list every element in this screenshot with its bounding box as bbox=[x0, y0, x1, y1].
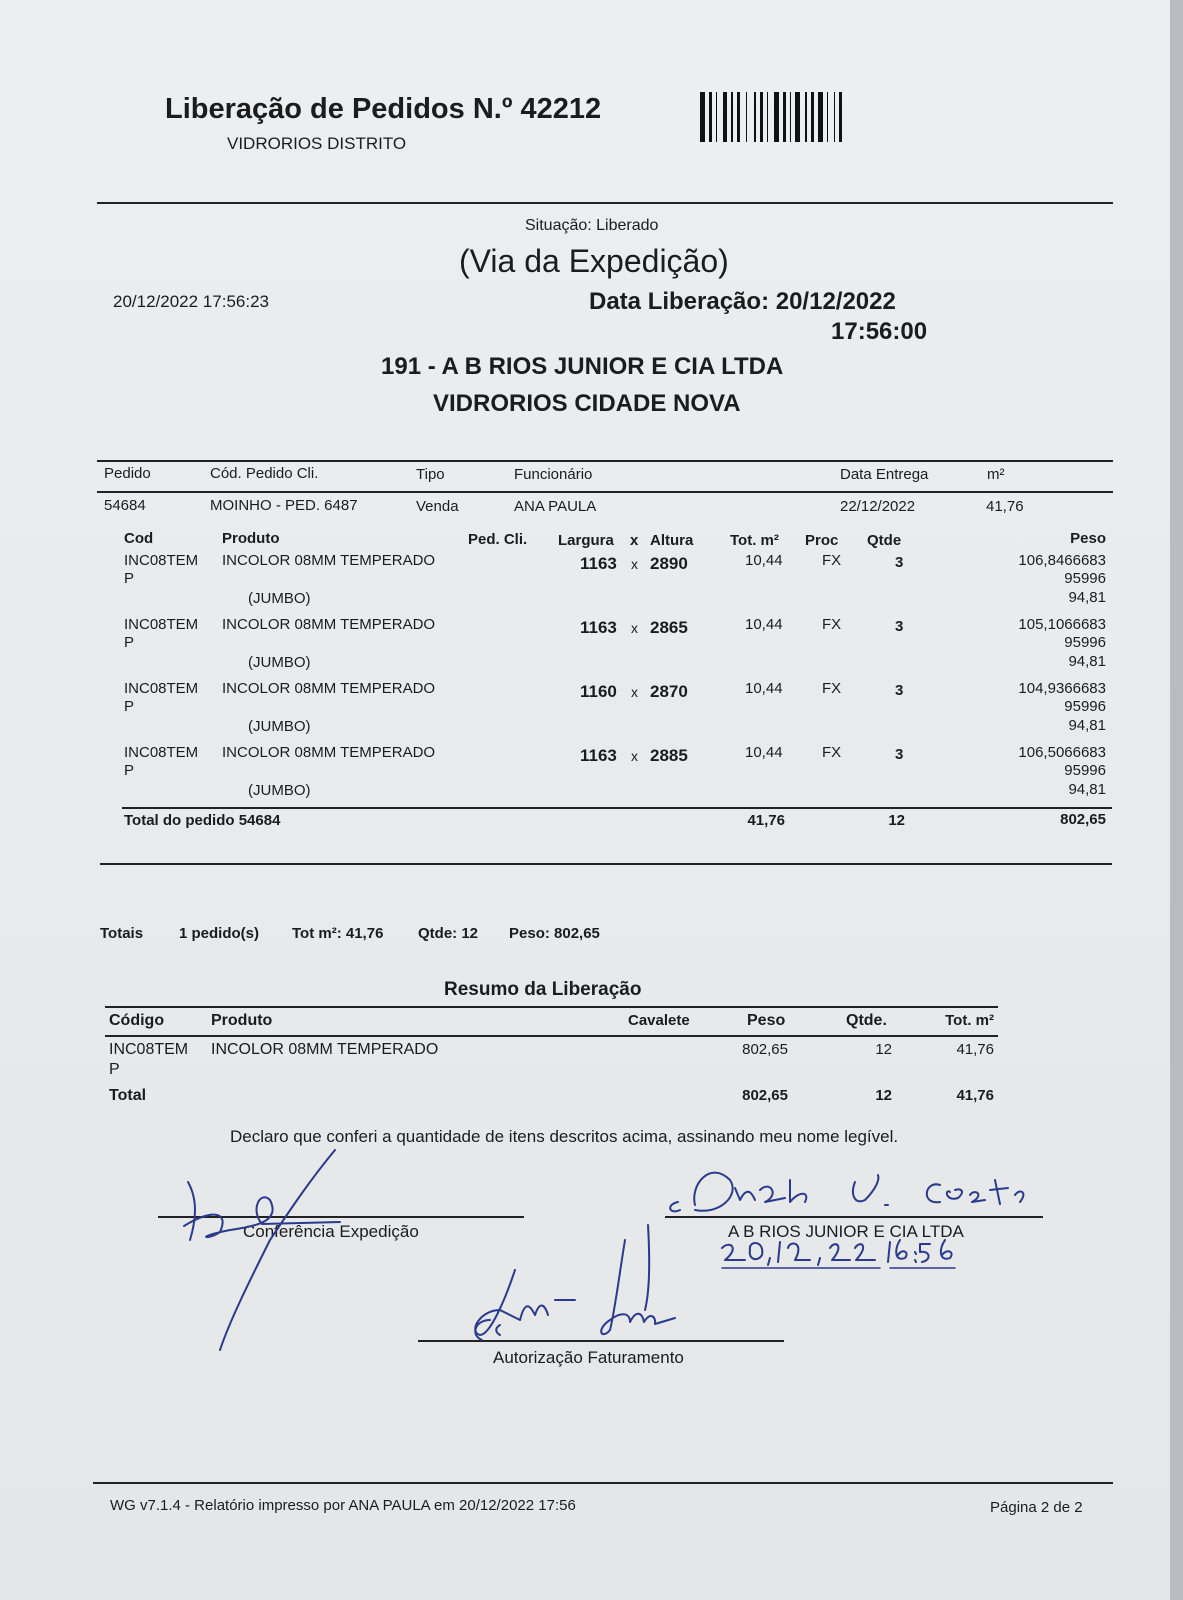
release-time: 17:56:00 bbox=[831, 318, 928, 345]
item-peso-cont: 95996 bbox=[1064, 762, 1106, 779]
totals-pedidos: 1 pedido(s) bbox=[179, 925, 260, 942]
barcode-bar bbox=[760, 92, 763, 142]
item-produto-detail: (JUMBO) bbox=[248, 590, 311, 607]
col-header-x: x bbox=[630, 532, 639, 549]
item-x: x bbox=[631, 748, 638, 764]
summary-row-produto: INCOLOR 08MM TEMPERADO bbox=[211, 1041, 439, 1058]
col-header-tot-m2: Tot. m² bbox=[730, 532, 779, 549]
barcode-bar bbox=[737, 92, 740, 142]
summary-col-codigo: Código bbox=[109, 1012, 165, 1029]
item-altura: 2870 bbox=[650, 682, 688, 701]
summary-col-cavalete: Cavalete bbox=[628, 1012, 690, 1029]
barcode-bar bbox=[700, 92, 705, 142]
summary-total-qtde: 12 bbox=[875, 1087, 892, 1104]
order-total-label: Total do pedido 54684 bbox=[124, 812, 281, 829]
col-header-peso: Peso bbox=[1070, 530, 1106, 547]
item-qtde: 3 bbox=[895, 554, 904, 571]
item-produto: INCOLOR 08MM TEMPERADO bbox=[222, 616, 436, 633]
order-total-peso: 802,65 bbox=[1060, 811, 1106, 828]
divider bbox=[105, 1006, 998, 1008]
item-tot-m2: 10,44 bbox=[745, 552, 783, 569]
barcode-bar bbox=[723, 92, 728, 142]
release-date: Data Liberação: 20/12/2022 bbox=[589, 288, 896, 315]
divider bbox=[97, 202, 1113, 204]
pedido-number: 54684 bbox=[104, 497, 146, 514]
divider bbox=[97, 460, 1113, 462]
document-title: Liberação de Pedidos N.º 42212 bbox=[165, 93, 602, 125]
item-qtde: 3 bbox=[895, 682, 904, 699]
item-largura: 1163 bbox=[580, 554, 617, 573]
item-peso-cont: 95996 bbox=[1064, 698, 1106, 715]
item-produto: INCOLOR 08MM TEMPERADO bbox=[222, 552, 436, 569]
item-qtde: 3 bbox=[895, 746, 904, 763]
item-cod-cont: P bbox=[124, 634, 135, 651]
pedido-cod-cli: MOINHO - PED. 6487 bbox=[210, 497, 358, 514]
barcode-bar bbox=[818, 92, 823, 142]
item-peso: 104,9366683 bbox=[1018, 680, 1106, 697]
summary-row-cod: INC08TEM bbox=[109, 1041, 189, 1058]
totals-peso: Peso: 802,65 bbox=[509, 925, 600, 942]
store-name: VIDRORIOS CIDADE NOVA bbox=[433, 390, 741, 417]
item-x: x bbox=[631, 556, 638, 572]
barcode-bar bbox=[805, 92, 807, 142]
barcode-bar bbox=[774, 92, 779, 142]
barcode-bar bbox=[709, 92, 712, 142]
col-header-cod-cli: Cód. Pedido Cli. bbox=[210, 465, 319, 482]
item-produto: INCOLOR 08MM TEMPERADO bbox=[222, 680, 436, 697]
item-cod: INC08TEM bbox=[124, 552, 199, 569]
item-peso: 106,8466683 bbox=[1018, 552, 1106, 569]
barcode-bar bbox=[783, 92, 786, 142]
item-peso: 106,5066683 bbox=[1018, 744, 1106, 761]
handwritten-signatures bbox=[150, 1140, 1050, 1390]
col-header-tipo: Tipo bbox=[416, 466, 445, 483]
col-header-altura: Altura bbox=[650, 532, 694, 549]
summary-row-qtde: 12 bbox=[875, 1041, 892, 1058]
divider bbox=[100, 863, 1112, 865]
item-proc: FX bbox=[822, 680, 842, 697]
col-header-produto: Produto bbox=[222, 530, 280, 547]
client-name: 191 - A B RIOS JUNIOR E CIA LTDA bbox=[381, 353, 784, 380]
summary-col-peso: Peso bbox=[747, 1012, 786, 1029]
barcode-bar bbox=[767, 92, 769, 142]
pedido-m2: 41,76 bbox=[986, 498, 1024, 515]
item-tot-m2: 10,44 bbox=[745, 616, 783, 633]
copy-label: (Via da Expedição) bbox=[459, 243, 729, 279]
item-peso-unit: 94,81 bbox=[1068, 653, 1106, 670]
item-proc: FX bbox=[822, 744, 842, 761]
summary-row-peso: 802,65 bbox=[742, 1041, 788, 1058]
summary-total-tot-m2: 41,76 bbox=[956, 1087, 994, 1104]
item-peso-cont: 95996 bbox=[1064, 570, 1106, 587]
col-header-funcionario: Funcionário bbox=[514, 466, 593, 483]
col-header-cod: Cod bbox=[124, 530, 154, 547]
barcode-bar bbox=[834, 92, 836, 142]
item-largura: 1163 bbox=[580, 746, 617, 765]
item-proc: FX bbox=[822, 552, 842, 569]
summary-row-tot-m2: 41,76 bbox=[956, 1041, 994, 1058]
item-produto-detail: (JUMBO) bbox=[248, 718, 311, 735]
document-subtitle: VIDRORIOS DISTRITO bbox=[227, 134, 407, 153]
item-proc: FX bbox=[822, 616, 842, 633]
signature-label-autorizacao: Autorização Faturamento bbox=[493, 1348, 684, 1367]
divider bbox=[105, 1035, 998, 1037]
col-header-qtde: Qtde bbox=[867, 532, 902, 549]
print-timestamp: 20/12/2022 17:56:23 bbox=[113, 292, 269, 311]
totals-m2: Tot m²: 41,76 bbox=[292, 925, 384, 942]
col-header-largura: Largura bbox=[558, 532, 614, 549]
declaration-text: Declaro que conferi a quantidade de itens descritos acima, assinando meu nome legível. bbox=[230, 1127, 899, 1146]
totals-qtde: Qtde: 12 bbox=[418, 925, 479, 942]
item-altura: 2890 bbox=[650, 554, 688, 573]
totals-label: Totais bbox=[100, 925, 144, 942]
col-header-ped-cli: Ped. Cli. bbox=[468, 531, 528, 548]
summary-total-label: Total bbox=[109, 1087, 147, 1104]
signature-label-conferencia: Conferência Expedição bbox=[243, 1222, 419, 1241]
barcode-bar bbox=[795, 92, 800, 142]
barcode-bar bbox=[746, 92, 748, 142]
col-header-proc: Proc bbox=[805, 532, 839, 549]
barcode-bar bbox=[827, 92, 829, 142]
barcode bbox=[700, 92, 880, 142]
status-text: Situação: Liberado bbox=[525, 217, 659, 234]
col-header-pedido: Pedido bbox=[104, 465, 151, 482]
summary-total-peso: 802,65 bbox=[742, 1087, 788, 1104]
item-x: x bbox=[631, 620, 638, 636]
item-cod: INC08TEM bbox=[124, 680, 199, 697]
barcode-bar bbox=[790, 92, 792, 142]
summary-col-produto: Produto bbox=[211, 1012, 273, 1029]
pedido-data-entrega: 22/12/2022 bbox=[840, 498, 916, 515]
item-produto: INCOLOR 08MM TEMPERADO bbox=[222, 744, 436, 761]
item-x: x bbox=[631, 684, 638, 700]
item-largura: 1160 bbox=[580, 682, 617, 701]
summary-col-qtde: Qtde. bbox=[846, 1012, 887, 1029]
barcode-bar bbox=[716, 92, 718, 142]
item-tot-m2: 10,44 bbox=[745, 744, 783, 761]
col-header-m2: m² bbox=[987, 466, 1005, 483]
footer-page-number: Página 2 de 2 bbox=[990, 1499, 1083, 1516]
barcode-bar bbox=[754, 92, 756, 142]
item-produto-detail: (JUMBO) bbox=[248, 782, 311, 799]
item-cod: INC08TEM bbox=[124, 616, 199, 633]
item-peso-unit: 94,81 bbox=[1068, 717, 1106, 734]
pedido-tipo: Venda bbox=[416, 498, 459, 515]
item-cod-cont: P bbox=[124, 698, 135, 715]
signature-label-cliente: A B RIOS JUNIOR E CIA LTDA bbox=[728, 1222, 964, 1241]
item-altura: 2885 bbox=[650, 746, 688, 765]
barcode-bar bbox=[731, 92, 733, 142]
pedido-funcionario: ANA PAULA bbox=[514, 498, 597, 515]
divider bbox=[93, 1482, 1113, 1484]
item-peso: 105,1066683 bbox=[1018, 616, 1106, 633]
item-cod: INC08TEM bbox=[124, 744, 199, 761]
footer-report-info: WG v7.1.4 - Relatório impresso por ANA PAULA em 20/12/2022 17:56 bbox=[110, 1497, 576, 1514]
order-total-m2: 41,76 bbox=[747, 812, 785, 829]
order-total-qtde: 12 bbox=[888, 812, 905, 829]
item-altura: 2865 bbox=[650, 618, 688, 637]
divider bbox=[97, 491, 1113, 493]
barcode-bar bbox=[811, 92, 814, 142]
item-peso-unit: 94,81 bbox=[1068, 781, 1106, 798]
item-cod-cont: P bbox=[124, 762, 135, 779]
barcode-bar bbox=[839, 92, 842, 142]
item-produto-detail: (JUMBO) bbox=[248, 654, 311, 671]
item-largura: 1163 bbox=[580, 618, 617, 637]
item-peso-cont: 95996 bbox=[1064, 634, 1106, 651]
item-cod-cont: P bbox=[124, 570, 135, 587]
divider bbox=[122, 807, 1112, 809]
item-tot-m2: 10,44 bbox=[745, 680, 783, 697]
col-header-data-entrega: Data Entrega bbox=[840, 466, 929, 483]
item-qtde: 3 bbox=[895, 618, 904, 635]
item-peso-unit: 94,81 bbox=[1068, 589, 1106, 606]
summary-col-tot-m2: Tot. m² bbox=[945, 1012, 994, 1029]
summary-row-cod-cont: P bbox=[109, 1061, 120, 1078]
summary-title: Resumo da Liberação bbox=[444, 979, 642, 1000]
